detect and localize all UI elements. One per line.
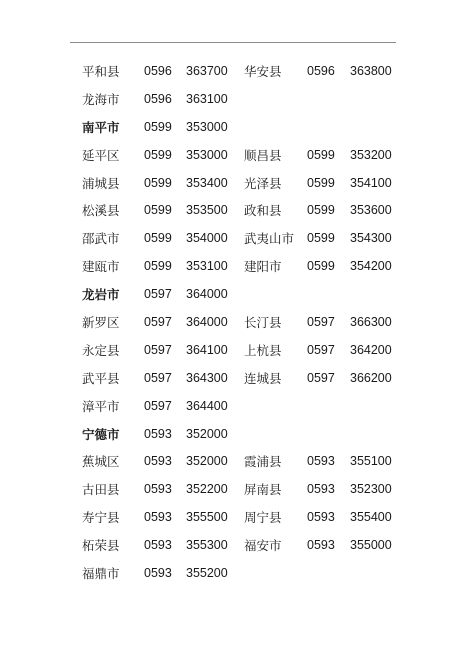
table-row (0, 532, 465, 560)
area-code: 0599 (144, 203, 172, 218)
area-code: 0599 (144, 119, 172, 134)
area-code: 0597 (144, 315, 172, 330)
city-header-row (0, 114, 465, 142)
postal-code: 354200 (350, 259, 392, 274)
district-name: 建瓯市 (82, 259, 120, 275)
district-name: 华安县 (244, 64, 282, 79)
postal-code: 355300 (186, 538, 228, 553)
postal-code: 366300 (350, 315, 392, 330)
district-name: 新罗区 (82, 315, 120, 331)
table-row (0, 504, 465, 532)
postal-code: 355000 (350, 538, 392, 553)
postal-code: 353500 (186, 203, 228, 218)
district-name: 宁德市 (82, 426, 120, 442)
postal-code: 363800 (350, 64, 392, 78)
postal-code: 364100 (186, 342, 228, 357)
district-name: 周宁县 (244, 510, 282, 526)
area-code: 0593 (144, 510, 172, 525)
table-row (0, 448, 465, 476)
district-name: 古田县 (82, 482, 120, 498)
postal-code: 353600 (350, 203, 392, 218)
area-code: 0593 (307, 454, 335, 469)
district-name: 浦城县 (82, 175, 120, 191)
area-code: 0593 (144, 566, 172, 581)
table-row (0, 170, 465, 198)
area-code: 0593 (144, 426, 172, 441)
area-code: 0597 (307, 342, 335, 357)
district-name: 长汀县 (244, 315, 282, 331)
postal-code: 366200 (350, 370, 392, 385)
city-header-row (0, 421, 465, 449)
district-name: 顺昌县 (244, 147, 282, 163)
area-code: 0599 (307, 147, 335, 162)
district-name: 屏南县 (244, 482, 282, 498)
area-code: 0597 (307, 315, 335, 330)
area-code: 0599 (144, 259, 172, 274)
postal-code: 364300 (186, 370, 228, 385)
header-rule (70, 42, 396, 43)
table-row (0, 86, 465, 114)
district-name: 漳平市 (82, 398, 120, 414)
table-row (0, 197, 465, 225)
area-code: 0596 (144, 91, 172, 106)
district-name: 霞浦县 (244, 454, 282, 470)
table-row (0, 142, 465, 170)
postal-code: 363700 (186, 64, 228, 78)
district-name: 龙岩市 (82, 287, 120, 303)
district-name: 龙海市 (82, 91, 120, 107)
area-code: 0599 (144, 175, 172, 190)
district-name: 寿宁县 (82, 510, 120, 526)
postal-code: 353400 (186, 175, 228, 190)
postal-code: 363100 (186, 91, 228, 106)
area-code: 0597 (144, 370, 172, 385)
postal-code: 352300 (350, 482, 392, 497)
district-name: 武平县 (82, 370, 120, 386)
postal-code: 364000 (186, 287, 228, 302)
area-code: 0593 (144, 538, 172, 553)
postal-code: 364400 (186, 398, 228, 413)
district-name: 柘荣县 (82, 538, 120, 554)
district-name: 平和县 (82, 64, 120, 79)
area-code: 0599 (307, 175, 335, 190)
postal-code: 354300 (350, 231, 392, 246)
area-code: 0593 (307, 538, 335, 553)
district-name: 延平区 (82, 147, 120, 163)
postal-code: 353000 (186, 119, 228, 134)
district-name: 政和县 (244, 203, 282, 219)
area-code: 0597 (307, 370, 335, 385)
postal-code: 355100 (350, 454, 392, 469)
table-row (0, 365, 465, 393)
area-code: 0597 (144, 398, 172, 413)
table-row (0, 225, 465, 253)
district-name: 松溪县 (82, 203, 120, 219)
area-code: 0593 (307, 482, 335, 497)
table-row (0, 560, 465, 588)
table-row (0, 58, 465, 86)
area-code: 0599 (307, 231, 335, 246)
district-name: 南平市 (82, 119, 120, 135)
district-name: 永定县 (82, 342, 120, 358)
postal-code: 354000 (186, 231, 228, 246)
postal-code: 355200 (186, 566, 228, 581)
postal-code-table (0, 58, 465, 588)
district-name: 蕉城区 (82, 454, 120, 470)
postal-code: 352200 (186, 482, 228, 497)
area-code: 0599 (307, 203, 335, 218)
postal-code: 364000 (186, 315, 228, 330)
postal-code: 355400 (350, 510, 392, 525)
table-row (0, 476, 465, 504)
district-name: 福鼎市 (82, 566, 120, 582)
area-code: 0593 (144, 454, 172, 469)
postal-code: 352000 (186, 454, 228, 469)
area-code: 0596 (144, 64, 172, 78)
area-code: 0597 (144, 342, 172, 357)
district-name: 上杭县 (244, 342, 282, 358)
district-name: 邵武市 (82, 231, 120, 247)
city-header-row (0, 281, 465, 309)
table-row (0, 253, 465, 281)
area-code: 0593 (144, 482, 172, 497)
table-row (0, 337, 465, 365)
table-row (0, 393, 465, 421)
postal-code: 353100 (186, 259, 228, 274)
postal-code: 354100 (350, 175, 392, 190)
district-name: 建阳市 (244, 259, 282, 275)
area-code: 0599 (307, 259, 335, 274)
area-code: 0599 (144, 231, 172, 246)
table-row (0, 309, 465, 337)
postal-code: 364200 (350, 342, 392, 357)
postal-code: 353200 (350, 147, 392, 162)
district-name: 连城县 (244, 370, 282, 386)
district-name: 武夷山市 (244, 231, 295, 247)
area-code: 0596 (307, 64, 335, 78)
district-name: 福安市 (244, 538, 282, 554)
area-code: 0597 (144, 287, 172, 302)
postal-code: 352000 (186, 426, 228, 441)
postal-code: 355500 (186, 510, 228, 525)
area-code: 0599 (144, 147, 172, 162)
district-name: 光泽县 (244, 175, 282, 191)
area-code: 0593 (307, 510, 335, 525)
postal-code: 353000 (186, 147, 228, 162)
